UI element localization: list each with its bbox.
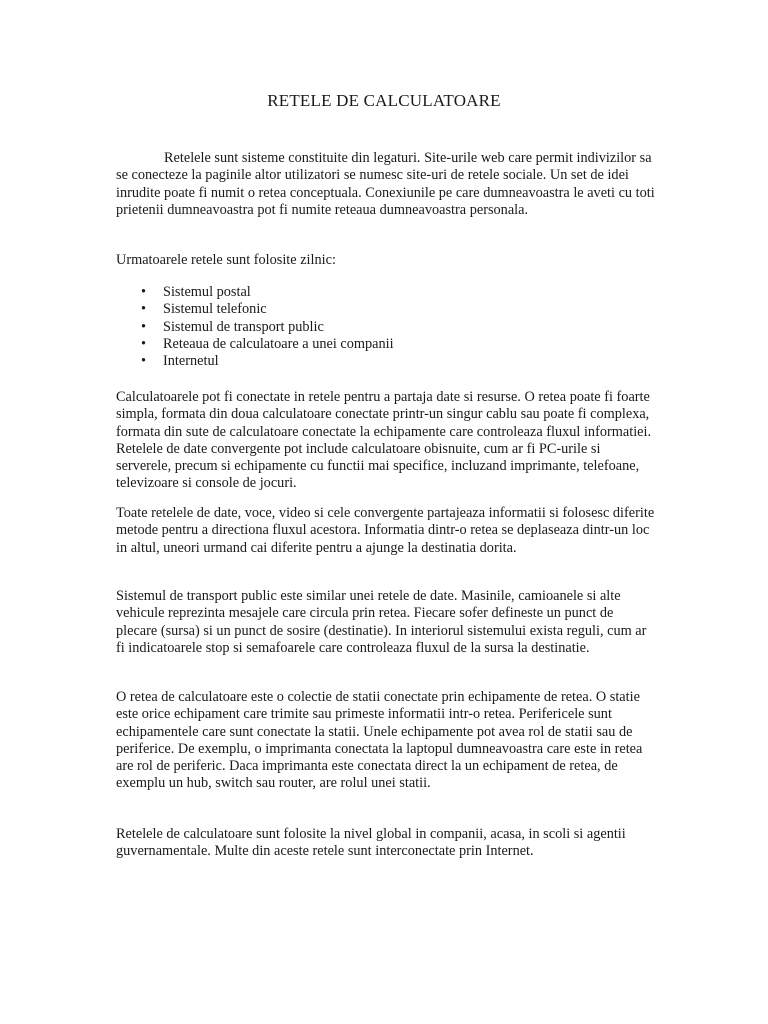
bullet-icon: • (141, 318, 147, 335)
paragraph-stations-peripherals: O retea de calculatoare este o colectie de statii conectate prin echipamente de retea. O statie este orice echipament care trimite sau primeste informatii intr-o retea. Perifericele sunt echipamentele care sunt conectate la statii. Unele echipamente pot avea rol de statii sau de periferice. De exemplu, o imprimanta conectata la laptopul dumneavoastra care este in retea are rol de periferic. Daca imprimanta este conectata direct la un echipament de retea, de exemplu un hub, switch sau router, are rolul unei statii. (116, 689, 643, 792)
list-item-text: Sistemul postal (163, 284, 251, 300)
bullet-icon: • (141, 335, 147, 352)
list-item (116, 336, 656, 353)
bullet-icon: • (141, 284, 147, 300)
paragraph-data-flow: Toate retelele de date, voce, video si cele convergente partajeaza informatii si folosesc diferite metode pentru a directiona fluxul acestora. Informatia dintr-o retea se deplaseaza dintr-un loc in altul, uneori urmand cai diferite pentru a ajunge la destinatia dorita. (116, 505, 655, 556)
paragraph-global-use: Retelele de calculatoare sunt folosite la nivel global in companii, acasa, in scoli si agentii guvernamentale. Multe din aceste retele sunt interconectate prin Internet. (116, 826, 626, 860)
list-item-text: Internetul (163, 353, 219, 370)
paragraph-transport-analogy: Sistemul de transport public este similar unei retele de date. Masinile, camioanele si alte vehicule reprezinta mesajele care circula prin retea. Fiecare sofer defineste un punct de plecare (sursa) si un punct de sosire (destinatie). In interiorul sistemului exista reguli, cum ar fi indicatoarele stop si semafoarele care controleaza fluxul de la sursa la destinatie. (116, 588, 647, 656)
list-item (116, 284, 656, 301)
list-item (116, 353, 656, 370)
bullet-list (116, 284, 656, 370)
bullet-icon: • (141, 301, 147, 318)
paragraph-list-intro: Urmatoarele retele sunt folosite zilnic: (116, 252, 336, 268)
bullet-icon: • (141, 353, 147, 370)
paragraph-intro: Retelele sunt sisteme constituite din legaturi. Site-urile web care permit indivizilor sa se conecteze la paginile altor utilizatori se numesc site-uri de retele sociale. Un set de idei inrudite poate fi numit o retea conceptuala. Conexiunile pe care dumneavoastra le aveti cu toti prietenii dumneavoastra pot fi numite reteaua dumneavoastra personala. (116, 150, 655, 218)
document-title: RETELE DE CALCULATOARE (267, 91, 501, 110)
list-item-text: Sistemul de transport public (163, 318, 324, 335)
list-item (116, 319, 656, 336)
list-item-text: Sistemul telefonic (163, 301, 267, 318)
paragraph-networks: Calculatoarele pot fi conectate in retele pentru a partaja date si resurse. O retea poate fi foarte simpla, formata din doua calculatoare conectate printr-un singur cablu sau poate fi complexa, formata din sute de calculatoare conectate la echipamente care controleaza fluxul informatiei. Retelele de date convergente pot include calculatoare obisnuite, cum ar fi PC-urile si serverele, precum si echipamente cu functii mai specifice, incluzand imprimante, telefoane, televizoare si console de jocuri. (116, 389, 652, 492)
list-item-text: Reteaua de calculatoare a unei companii (163, 335, 394, 352)
list-item (116, 301, 656, 318)
